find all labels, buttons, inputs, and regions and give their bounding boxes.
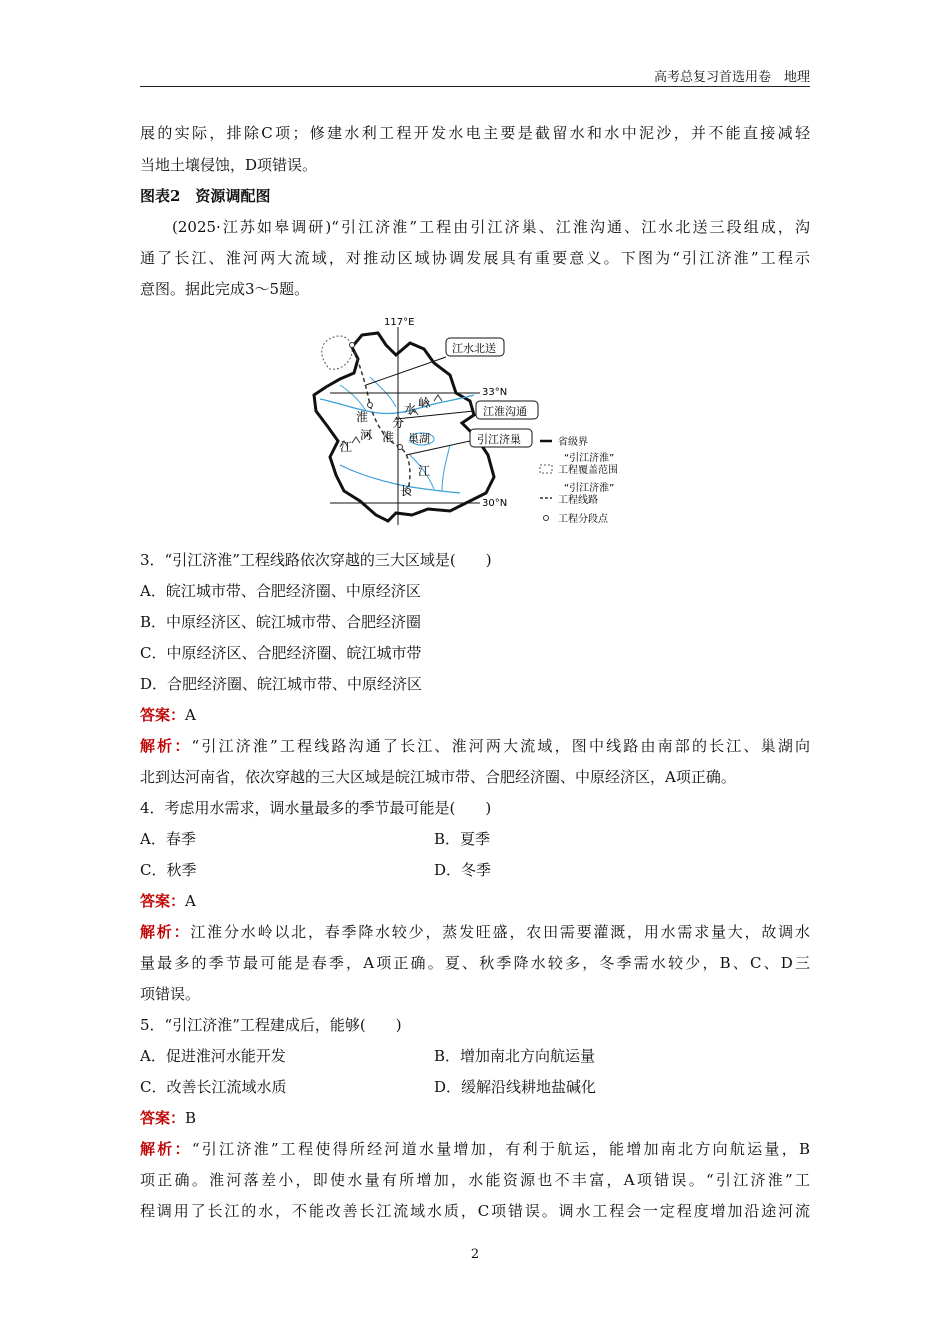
place-label: 长: [400, 484, 413, 498]
legend-coverage: 工程覆盖范围: [558, 465, 618, 476]
place-label: 江: [340, 440, 353, 454]
explain-label: 解析：: [140, 1140, 192, 1158]
place-label: 分: [392, 416, 405, 430]
segment-point: [350, 343, 355, 348]
place-label: 巢湖: [408, 432, 430, 445]
segment-point: [368, 403, 373, 408]
q5-stem: 5．“引江济淮”工程建成后，能够( ): [140, 1016, 402, 1034]
place-label: 岭: [418, 396, 431, 410]
section-title: 图表2 资源调配图: [140, 187, 271, 205]
q5-option-c: C．改善长江流域水质: [140, 1078, 287, 1096]
answer-label: 答案：: [140, 1109, 186, 1127]
place-label: 淮: [356, 410, 369, 424]
explain-label: 解析：: [140, 923, 191, 941]
q4-answer: [140, 891, 810, 911]
legend-point-swatch: [544, 516, 549, 521]
coverage-outline: [322, 336, 353, 369]
page-header: [140, 64, 810, 87]
q5-option-d: D．缓解沿线耕地盐碱化: [434, 1078, 597, 1096]
intro-line: 展的实际，排除C项；修建水利工程开发水电主要是截留水和水中泥沙，并不能直接减轻: [140, 124, 810, 142]
place-label: 淮: [382, 430, 395, 444]
q5-options-row: [140, 1046, 810, 1066]
q4-stem: 4．考虑用水需求，调水量最多的季节最可能是( ): [140, 799, 492, 817]
legend-boundary: 省级界: [558, 437, 588, 448]
header-title: 高考总复习首选用卷 地理: [653, 70, 810, 85]
q4-explain: [140, 922, 810, 942]
lat-bottom-label: 30°N: [482, 498, 508, 509]
q5-answer: [140, 1108, 810, 1128]
intro-line: 当地土壤侵蚀，D项错误。: [140, 156, 318, 174]
map-svg: [300, 315, 660, 530]
q4-options-row: [140, 829, 810, 849]
answer-label: 答案：: [140, 706, 186, 724]
legend-coverage-swatch: [540, 465, 552, 473]
lat-top-label: 33°N: [482, 387, 508, 398]
place-label: 河: [360, 428, 373, 442]
q5-option-a: A．促进淮河水能开发: [140, 1047, 286, 1065]
q3-option-b: B．中原经济区、皖江城市带、合肥经济圈: [140, 613, 422, 631]
q3-explain-line: 北到达河南省，依次穿越的三大区域是皖江城市带、合肥经济圈、中原经济区，A项正确。: [140, 768, 736, 786]
lon-label: 117°E: [384, 317, 415, 328]
river-branch: [370, 377, 396, 407]
page-number: 2: [470, 1247, 480, 1262]
q5-option-b: B．增加南北方向航运量: [434, 1047, 596, 1065]
explain-text: “引江济淮”工程线路沟通了长江、淮河两大流域，图中线路由南部的长江、巢湖向: [191, 737, 810, 755]
q3-answer: [140, 705, 810, 725]
map-figure: [300, 315, 660, 530]
q4-options-row: [140, 860, 810, 880]
callout-label: 江水北送: [452, 342, 496, 355]
passage-line: 意图。据此完成3～5题。: [140, 280, 310, 298]
q4-option-a: A．春季: [140, 830, 196, 848]
q5-options-row: [140, 1077, 810, 1097]
q4-explain-line: 量最多的季节最可能是春季，A项正确。夏、秋季降水较多，冬季需水较少，B、C、D三: [140, 954, 810, 972]
river-branch: [442, 445, 450, 491]
callout-label: 引江济巢: [477, 433, 521, 446]
explain-label: 解析：: [140, 737, 192, 755]
callout-leader: [366, 357, 446, 385]
q4-option-d: D．冬季: [434, 861, 492, 879]
answer-value: A: [185, 706, 196, 724]
passage-line: 通了长江、淮河两大流域，对推动区域协调发展具有重要意义。下图为“引江济淮”工程示: [140, 249, 810, 267]
q4-explain-line: 项错误。: [140, 985, 201, 1003]
explain-text: “引江济淮”工程使得所经河道水量增加，有利于航运，能增加南北方向航运量，B: [191, 1140, 810, 1158]
answer-label: 答案：: [140, 892, 186, 910]
legend-route: “引江济淮”: [564, 483, 615, 494]
q3-option-c: C．中原经济区、合肥经济圈、皖江城市带: [140, 644, 422, 662]
place-label: 江: [418, 464, 431, 478]
passage-line: (2025·江苏如皋调研)“引江济淮”工程由引江济巢、江淮沟通、江水北送三段组成，沟: [172, 218, 810, 236]
q5-explain-line: 项正确。淮河落差小，即使水量有所增加，水能资源也不丰富，A项错误。“引江济淮”工: [140, 1171, 810, 1189]
legend-point: 工程分段点: [558, 514, 608, 525]
legend-coverage: “引江济淮”: [564, 453, 615, 464]
q3-option-d: D．合肥经济圈、皖江城市带、中原经济区: [140, 675, 423, 693]
q4-option-b: B．夏季: [434, 830, 491, 848]
legend-route: 工程线路: [558, 495, 598, 506]
q3-explain: [140, 736, 810, 756]
q5-explain-line: 程调用了长江的水，不能改善长江流域水质，C项错误。调水工程会一定程度增加沿途河流: [140, 1202, 810, 1220]
place-label: 水: [404, 402, 417, 416]
q3-option-a: A．皖江城市带、合肥经济圈、中原经济区: [140, 582, 421, 600]
callout-label: 江淮沟通: [483, 405, 527, 418]
q3-stem: 3．“引江济淮”工程线路依次穿越的三大区域是( ): [140, 551, 492, 569]
answer-value: A: [185, 892, 196, 910]
huai-river: [320, 395, 474, 414]
q5-explain: [140, 1139, 810, 1159]
q4-option-c: C．秋季: [140, 861, 197, 879]
answer-value: B: [185, 1109, 197, 1127]
explain-text: 江淮分水岭以北，春季降水较少，蒸发旺盛，农田需要灌溉，用水需求量大，故调水: [190, 923, 810, 941]
